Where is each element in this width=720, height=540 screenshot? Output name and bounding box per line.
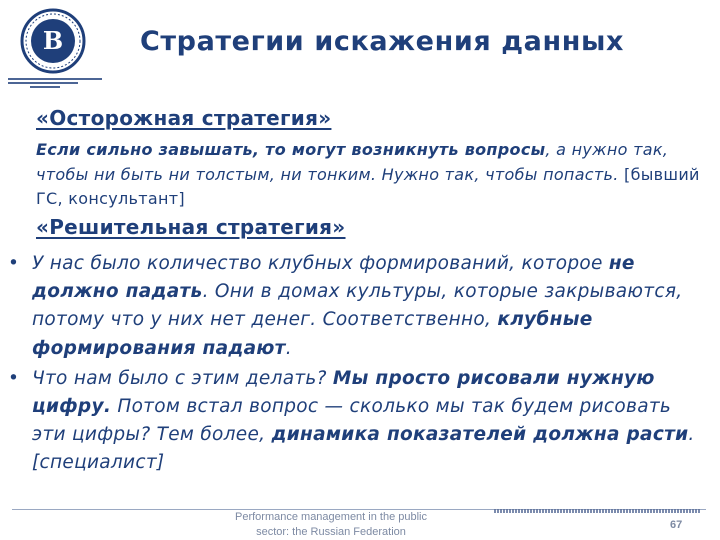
logo-caption xyxy=(8,76,102,90)
careful-strategy-heading-text: «Осторожная стратегия» xyxy=(36,106,332,130)
bullet-dot-icon: • xyxy=(8,253,20,274)
careful-strategy-heading xyxy=(36,106,331,130)
bullet-text: . [специалист] xyxy=(32,424,695,474)
quote-emphasis: Если сильно завышать, то могут возникнуть вопросы xyxy=(36,140,546,159)
bullet-emphasis: динамика показателей должна расти xyxy=(271,424,689,446)
logo-letter: В xyxy=(42,26,64,55)
bullet-dot-icon: • xyxy=(8,367,20,389)
logo-emblem xyxy=(17,8,89,74)
decisive-strategy-heading xyxy=(36,215,346,239)
footer-fine-print xyxy=(494,509,700,513)
decisive-strategy-heading-text: «Решительная стратегия» xyxy=(36,215,346,239)
page-number: 67 xyxy=(670,519,683,531)
bullet-emphasis: Мы просто рисовали нужную цифру. xyxy=(32,367,655,418)
bullet-emphasis: клубные формирования падают xyxy=(32,309,593,359)
bullet-text: У нас было количество клубных формирований, которое xyxy=(32,253,609,274)
careful-strategy-quote xyxy=(36,138,708,212)
bullet-text: Потом встал вопрос — сколько мы так будем рисовать эти цифры? Тем более, xyxy=(32,396,672,446)
bullet-text: . xyxy=(285,337,292,359)
bullet-item xyxy=(8,250,698,363)
quote-rest: , а нужно так, чтобы ни быть ни толстым, ни тонким. Нужно так, чтобы попасть. xyxy=(36,140,669,184)
bullet-emphasis: не должно падать xyxy=(32,253,635,303)
bullet-text: Что нам было с этим делать? xyxy=(32,367,333,389)
footer-course-title: Performance management in the public sector: the Russian Federation xyxy=(235,511,427,538)
bullet-text: . Они в домах культуры, которые закрываются, потому что у них нет денег. Соответственно, xyxy=(32,281,683,331)
quote-attribution: [бывший ГС, консультант] xyxy=(36,164,700,208)
page-title: Стратегии искажения данных xyxy=(140,26,625,57)
university-logo xyxy=(8,4,102,94)
decisive-strategy-bullets xyxy=(8,250,698,480)
bullet-item xyxy=(8,365,698,478)
